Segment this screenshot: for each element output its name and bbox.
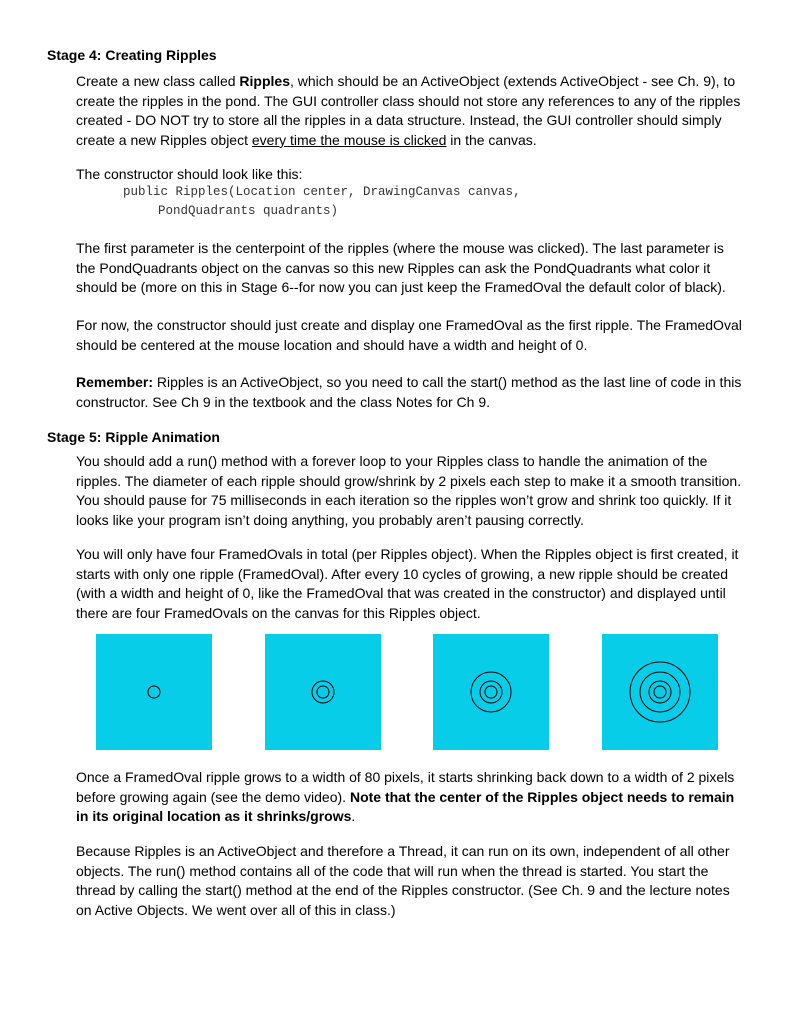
ripple-ring-2 [480, 681, 502, 703]
class-name-emphasis: Ripples [239, 73, 290, 89]
text-run: in the canvas. [446, 131, 537, 148]
stage4-heading: Stage 4: Creating Ripples [47, 47, 217, 63]
remember-paragraph [76, 373, 744, 412]
code-line-1: public Ripples(Location center, DrawingCanvas canvas, [123, 185, 521, 199]
text-run: . [351, 808, 356, 825]
run-method-paragraph: You should add a run() method with a forever loop to your Ripples class to handle the animation of the ripples. The diameter of each ripple should grow/shrink by 2 pixels each step to make it a smooth transition. You should pause for 75 milliseconds in each iteration so the ripples won’t grow and shrink too quickly. If it looks like your program isn’t doing anything, you probably aren’t pausing correctly. [76, 453, 742, 528]
ripple-panel-1 [96, 634, 212, 750]
ripple-panel-2 [265, 634, 381, 750]
ripple-ring-1 [485, 686, 497, 698]
remember-label: Remember: [76, 374, 154, 390]
ripple-ring-3 [471, 672, 511, 712]
grow-shrink-paragraph [76, 768, 744, 827]
text-run: Create a new class called [76, 73, 240, 89]
ripple-ring-3 [640, 672, 680, 712]
text-run: , which should be an ActiveObject (extends ActiveObject - see Ch. 9), to create the ripples in the pond. The GUI controller class should not store any references to any of the ripples created - DO NOT try to store all the ripples in a data structure. Instead, the GUI controller should simply create a new Ripples object [76, 73, 741, 148]
ripple-ring-2 [649, 681, 671, 703]
underlined-phrase: every time the mouse is clicked [251, 131, 447, 148]
center-note-emphasis: Note that the center of the Ripples object needs to remain in its original location as it shrinks/grows [76, 788, 735, 825]
ripple-ring-1 [317, 686, 329, 698]
ripple-ring-2 [312, 681, 334, 703]
thread-paragraph: Because Ripples is an ActiveObject and therefore a Thread, it can run on its own, independent of all other objects. The run() method contains all of the code that will run when the thread is started. You start the thread by calling the start() method at the end of the Ripples constructor. (See Ch. 9 and the lecture notes on Active Objects. We went over all of this in class.) [76, 843, 730, 918]
ripple-panel-3 [433, 634, 549, 750]
four-ovals-paragraph: You will only have four FramedOvals in total (per Ripples object). When the Ripples object is first created, it starts with only one ripple (FramedOval). After every 10 cycles of growing, a new ripple should be created (with a width and height of 0, like the FramedOval that was created in the constructor) and displayed until there are four FramedOvals on the canvas for this Ripples object. [76, 546, 739, 621]
parameters-paragraph: The first parameter is the centerpoint of the ripples (where the mouse was clicked). The last parameter is the PondQuadrants object on the canvas so this new Ripples can ask the PondQuadrants what color it should be (more on this in Stage 6--for now you can just keep the FramedOval the default color of black). [76, 240, 726, 296]
constructor-intro: The constructor should look like this: [76, 166, 303, 182]
stage5-heading: Stage 5: Ripple Animation [47, 429, 220, 445]
code-line-2: PondQuadrants quadrants) [158, 204, 339, 218]
ripple-ring-1 [148, 686, 160, 698]
stage4-intro-paragraph [76, 72, 744, 150]
ripple-panel-4 [602, 634, 718, 750]
ripple-figure [96, 634, 718, 750]
ripple-ring-1 [654, 686, 666, 698]
text-run: Ripples is an ActiveObject, so you need to call the start() method as the last line of code in this constructor. See Ch 9 in the textbook and the class Notes for Ch 9. [76, 374, 742, 410]
constructor-behavior-paragraph: For now, the constructor should just create and display one FramedOval as the first ripple. The FramedOval should be centered at the mouse location and should have a width and height of 0. [76, 317, 742, 353]
text-run: Once a FramedOval ripple grows to a width of 80 pixels, it starts shrinking back down to a width of 2 pixels before growing again (see the demo video). [76, 769, 735, 805]
ripple-ring-4 [630, 662, 690, 722]
